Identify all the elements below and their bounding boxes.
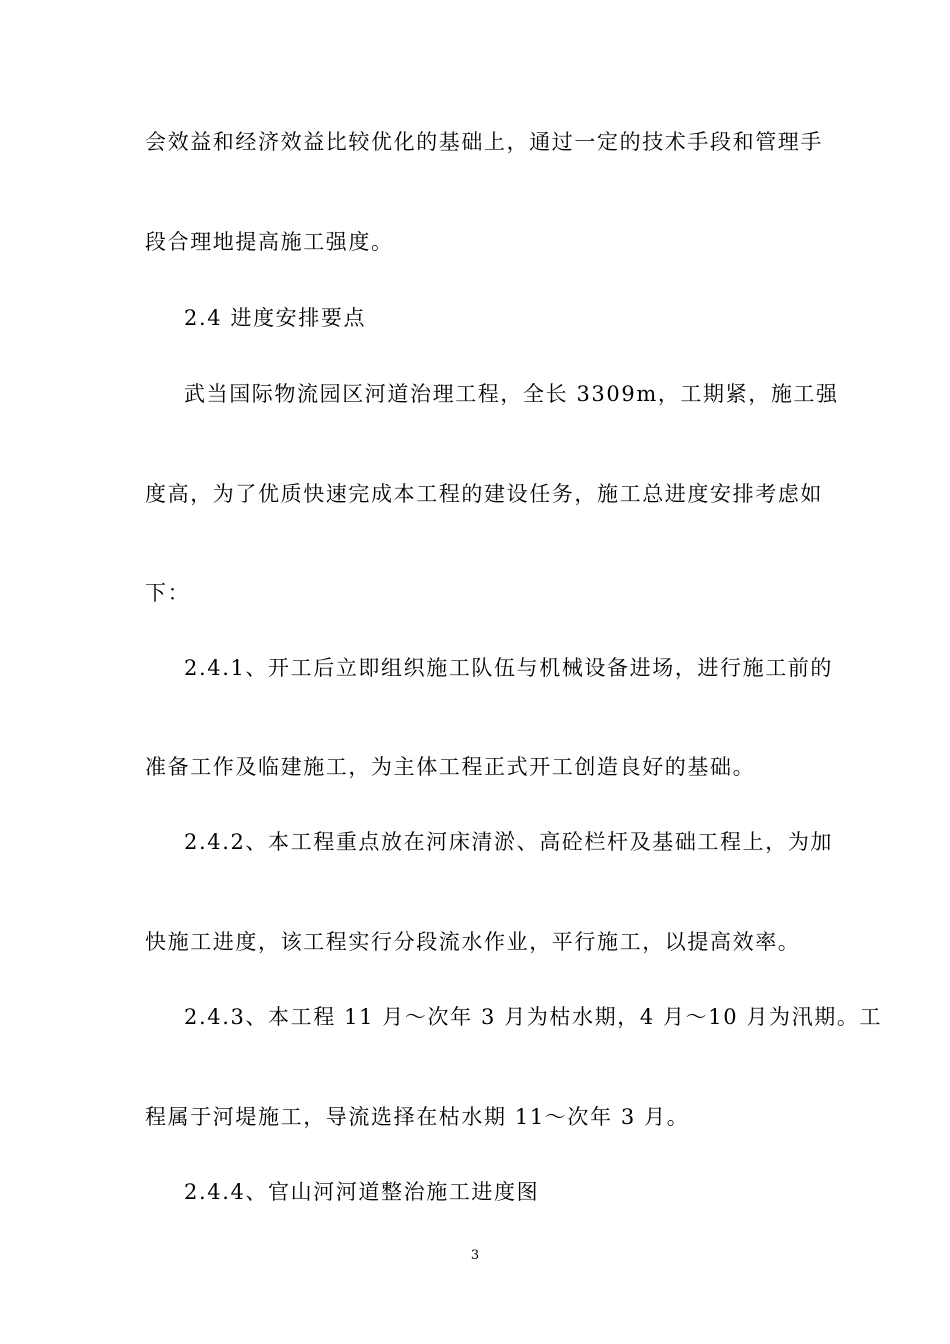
body-text-line: 段合理地提高施工强度。 [145, 230, 394, 254]
list-item-text: 2.4.3、本工程 11 月～次年 3 月为枯水期，4 月～10 月为汛期。工 [184, 1005, 883, 1029]
body-text-line: 武当国际物流园区河道治理工程，全长 3309m，工期紧，施工强 [184, 382, 839, 406]
list-item-text: 2.4.4、官山河河道整治施工进度图 [184, 1180, 540, 1204]
body-text-line: 准备工作及临建施工，为主体工程正式开工创造良好的基础。 [145, 755, 756, 779]
section-heading: 2.4 进度安排要点 [184, 306, 367, 330]
page-number: 3 [470, 1248, 480, 1263]
body-text-line: 度高，为了优质快速完成本工程的建设任务，施工总进度安排考虑如 [145, 482, 823, 506]
list-item-text: 2.4.2、本工程重点放在河床清淤、高砼栏杆及基础工程上，为加 [184, 830, 834, 854]
body-text-line: 下： [145, 581, 191, 605]
list-item-text: 2.4.1、开工后立即组织施工队伍与机械设备进场，进行施工前的 [184, 656, 834, 680]
body-text-line: 会效益和经济效益比较优化的基础上，通过一定的技术手段和管理手 [145, 130, 823, 154]
body-text-line: 程属于河堤施工，导流选择在枯水期 11～次年 3 月。 [145, 1105, 690, 1129]
body-text-line: 快施工进度，该工程实行分段流水作业，平行施工，以提高效率。 [145, 930, 801, 954]
